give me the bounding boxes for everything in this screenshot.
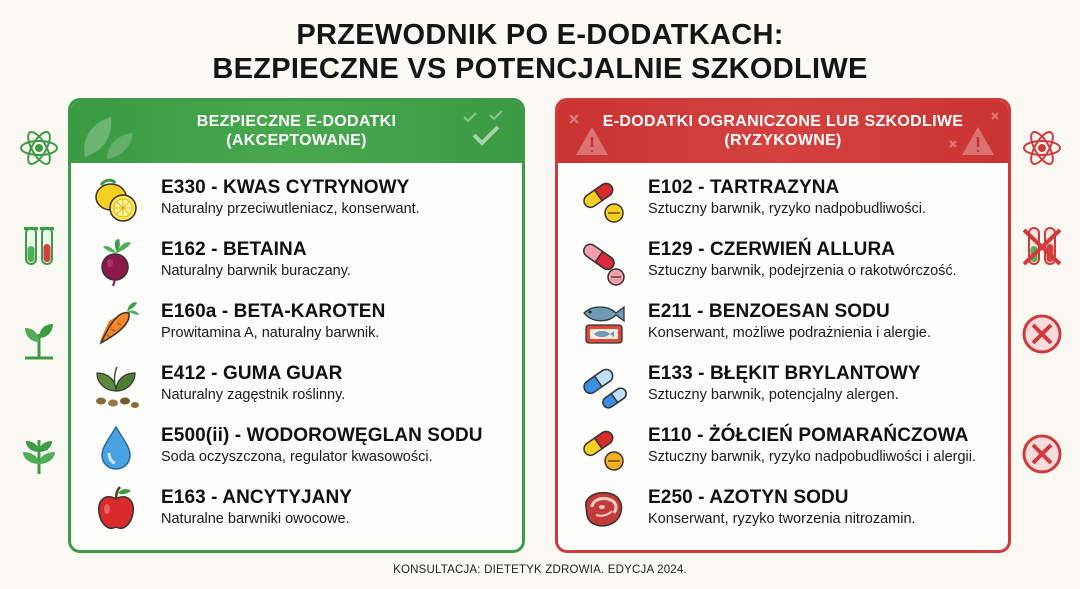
additive-name: E102 - TARTRAZYNA xyxy=(648,177,840,198)
additive-name: E163 - ANCYTYJANY xyxy=(161,487,353,508)
apple-icon xyxy=(91,485,141,535)
list-item xyxy=(558,481,1008,543)
additive-description: Naturalny zagęstnik roślinny. xyxy=(161,387,346,403)
additive-name: E500(ii) - WODOROWĘGLAN SODU xyxy=(161,425,483,446)
canned-fish-icon xyxy=(578,299,628,349)
additive-description: Sztuczny barwnik, ryzyko nadpobudliwości i alergii. xyxy=(648,449,977,465)
additive-name: E129 - CZERWIEŃ ALLURA xyxy=(648,239,896,260)
additive-name: E133 - BŁĘKIT BRYLANTOWY xyxy=(648,363,921,384)
lemon-icon xyxy=(91,175,141,225)
additive-name: E330 - KWAS CYTRYNOWY xyxy=(161,177,410,198)
additive-description: Naturalne barwniki owocowe. xyxy=(161,511,350,527)
atom-icon xyxy=(17,126,61,170)
sprout-icon xyxy=(17,318,61,362)
atom-icon xyxy=(1020,126,1064,170)
safe-additives-panel xyxy=(68,98,525,553)
safe-header-line-2: (AKCEPTOWANE) xyxy=(226,132,367,149)
list-item xyxy=(558,233,1008,295)
safe-items-list xyxy=(71,163,522,543)
additive-description: Naturalny przeciwutleniacz, konserwant. xyxy=(161,201,420,217)
title-line-2: BEZPIECZNE VS POTENCJALNIE SZKODLIWE xyxy=(212,53,868,85)
additive-description: Konserwant, ryzyko tworzenia nitrozamin. xyxy=(648,511,916,527)
additive-name: E160a - BETA-KAROTEN xyxy=(161,301,386,322)
additive-description: Prowitamina A, naturalny barwnik. xyxy=(161,325,380,341)
list-item xyxy=(71,357,522,419)
leaves-icon xyxy=(77,105,137,161)
list-item xyxy=(71,233,522,295)
additive-name: E110 - ŻÓŁCIEŃ POMARAŃCZOWA xyxy=(648,425,969,446)
meat-icon xyxy=(578,485,628,535)
list-item xyxy=(558,419,1008,481)
risk-panel-header xyxy=(558,101,1008,163)
additive-description: Sztuczny barwnik, podejrzenia o rakotwórczość. xyxy=(648,263,957,279)
additive-description: Soda oczyszczona, regulator kwasowości. xyxy=(161,449,433,465)
forbidden-icon xyxy=(1020,432,1064,476)
list-item xyxy=(558,357,1008,419)
additive-description: Konserwant, możliwe podrażnienia i alergie. xyxy=(648,325,931,341)
crossed-test-tubes-icon xyxy=(1020,224,1064,268)
warning-icon xyxy=(942,105,1002,161)
test-tubes-icon xyxy=(17,224,61,268)
checkmarks-icon xyxy=(456,105,516,159)
blue-pill-icon xyxy=(578,361,628,411)
safe-panel-header xyxy=(71,101,522,163)
plant-icon xyxy=(17,432,61,476)
water-drop-icon xyxy=(91,423,141,473)
additive-name: E162 - BETAINA xyxy=(161,239,307,260)
risk-items-list xyxy=(558,163,1008,543)
yellow-pill-icon xyxy=(578,175,628,225)
risk-header-line-1: E-DODATKI OGRANICZONE LUB SZKODLIWE xyxy=(602,113,964,130)
carrot-icon xyxy=(91,299,141,349)
list-item xyxy=(71,481,522,543)
title-line-1: PRZEWODNIK PO E-DODATKACH: xyxy=(296,19,784,51)
list-item xyxy=(71,171,522,233)
beet-icon xyxy=(91,237,141,287)
guar-seeds-icon xyxy=(91,361,141,411)
additive-description: Sztuczny barwnik, potencjalny alergen. xyxy=(648,387,899,403)
list-item xyxy=(71,295,522,357)
orange-pill-icon xyxy=(578,423,628,473)
list-item xyxy=(558,171,1008,233)
footer-note: KONSULTACJA: DIETETYK ZDROWIA. EDYCJA 2024. xyxy=(393,564,687,576)
page-title xyxy=(0,18,1080,86)
safe-header-line-1: BEZPIECZNE E-DODATKI xyxy=(196,113,397,130)
risky-additives-panel xyxy=(555,98,1011,553)
additive-description: Sztuczny barwnik, ryzyko nadpobudliwości. xyxy=(648,201,927,217)
list-item xyxy=(558,295,1008,357)
additive-name: E211 - BENZOESAN SODU xyxy=(648,301,890,322)
red-pill-icon xyxy=(578,237,628,287)
warning-icon xyxy=(564,105,620,161)
additive-name: E250 - AZOTYN SODU xyxy=(648,487,849,508)
forbidden-icon xyxy=(1020,312,1064,356)
additive-description: Naturalny barwnik buraczany. xyxy=(161,263,351,279)
list-item xyxy=(71,419,522,481)
additive-name: E412 - GUMA GUAR xyxy=(161,363,343,384)
risk-header-line-2: (RYZYKOWNE) xyxy=(724,132,842,149)
